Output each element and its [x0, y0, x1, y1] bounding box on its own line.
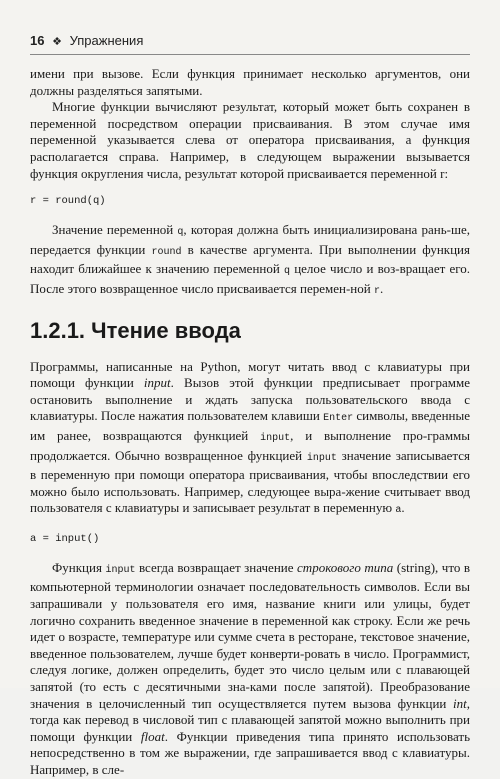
page-number: 16: [30, 33, 45, 48]
running-header: [30, 33, 470, 55]
text: (string), что в компьютерной терминологии означает последовательность символов. Если вы запрашивали у пользователя его имя, название книги или улицы, будет логично сохранить введенное значение в переменной как строку. Если же речь идет о возрасте, температуре или сумме счета в ресторане, текстовое значение, введенное пользователем, лучше будет конверти-ровать в число. Программист, следуя логике, должен определить, будет это число целым или с плавающей запятой (то есть с десятичными зна-ками после запятой). Преобразование значения в целочисленный тип осуществляется путем вызова функции: [30, 559, 470, 711]
page-body: [30, 66, 470, 779]
text: Программы, написанные на Python, могут читать ввод с клавиатуры при помощи функции: [30, 358, 470, 391]
text: , которая должна быть инициализирована рань-ше, передается функции: [30, 222, 471, 257]
text: . Вызов этой функции предписывает программе остановить выполнение и ждать запуска пользовательского ввода с клавиатуры. После нажатия пользователем клавиши: [30, 375, 470, 424]
text: , тогда как перевод в числовой тип с плавающей запятой можно выполнить при помощи функции: [30, 695, 470, 744]
inline-code: r: [373, 285, 380, 297]
paragraph-input-returns-string: [30, 560, 470, 779]
inline-code: input: [260, 432, 291, 444]
text: . Функции приведения типа принято использовать непосредственно в том же выражении, где запрашивается ввод с клавиатуры. Например, в сле-: [30, 728, 470, 777]
inline-code: a: [395, 505, 402, 517]
paragraph-text: Многие функции вычисляют результат, который может быть сохранен в переменной посредством операции присваивания. В этом случае имя переменной указывается слева от оператора присваивания, а функция располагается справа. Например, в следующем выражении вызывается функция округления числа, результат которой присваивается переменной r:: [30, 99, 470, 181]
inline-code: q: [177, 227, 184, 239]
text: целое число и воз-вращает его. После этого возвращенное число присваивается перемен-ной: [30, 261, 470, 296]
inline-code: input: [306, 452, 337, 464]
section-heading: 1.2.1. Чтение ввода: [30, 317, 241, 343]
text: .: [380, 280, 384, 296]
section-title: Упражнения: [69, 33, 144, 48]
code-snippet-round: r = round(q): [30, 195, 106, 208]
italic-term: int: [453, 695, 467, 711]
paragraph-functions-result: [30, 99, 470, 182]
code-snippet-input: a = input(): [30, 532, 100, 545]
text: всегда возвращает значение: [135, 559, 298, 575]
header-rule: [30, 54, 470, 55]
inline-code: round: [151, 246, 182, 258]
text: Функция: [52, 559, 106, 575]
text: , и выполнение про-граммы продолжается. Обычно возвращенное функцией: [30, 427, 471, 463]
text: в качестве аргумента. При выполнении функция находит ближайшее к значению переменной: [30, 241, 470, 277]
italic-term: float: [140, 728, 165, 744]
text: символы, введенные им ранее, возвращаются функцией: [30, 408, 470, 443]
italic-term: строкового типа: [297, 559, 394, 575]
text: .: [401, 500, 405, 516]
ornament-icon: ❖: [52, 36, 62, 48]
paragraph-continuation: имени при вызове. Если функция принимает несколько аргументов, они должны разделяться запятыми.: [30, 66, 470, 98]
paragraph-reading-input: [30, 359, 470, 520]
text: Значение переменной: [52, 222, 178, 238]
paragraph-round-explanation: [30, 222, 470, 300]
text: значение записывается в переменную при помощи оператора присваивания, чтобы впоследствии его можно было использовать. Например, следующее выра-жение считывает ввод пользователя с клавиатуры и записывает результат в переменную: [30, 447, 470, 516]
inline-code: q: [284, 266, 291, 278]
inline-code: input: [105, 564, 136, 576]
inline-code: Enter: [323, 413, 354, 425]
italic-term: input: [143, 375, 171, 391]
